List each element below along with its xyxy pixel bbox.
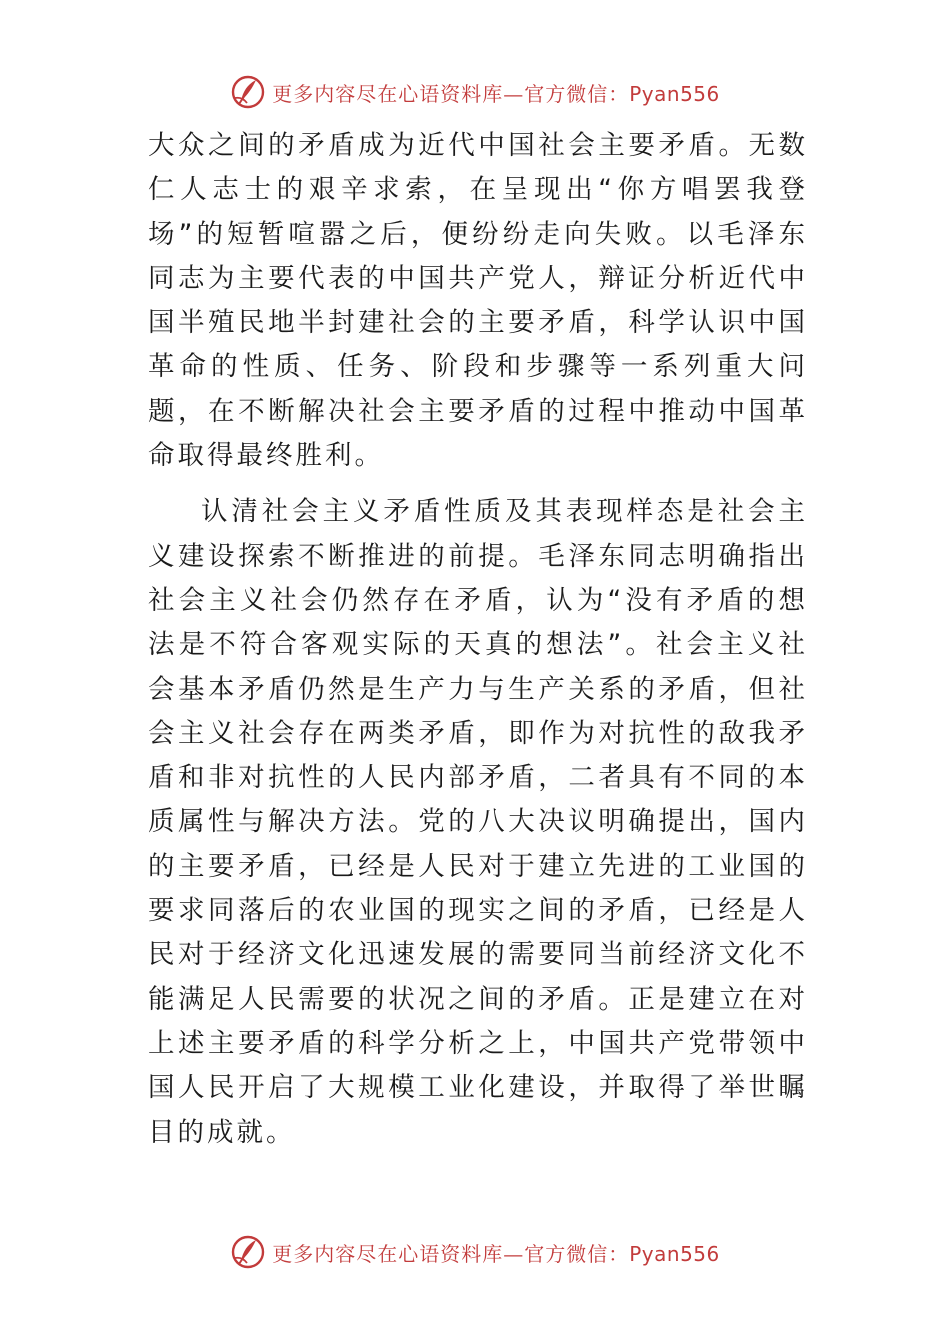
header-banner <box>0 72 950 112</box>
feather-quill-logo-icon <box>230 74 266 110</box>
header-banner-text <box>272 78 720 107</box>
footer-banner <box>0 1232 950 1272</box>
paragraph-2: 认清社会主义矛盾性质及其表现样态是社会主义建设探索不断推进的前提。毛泽东同志明确指出社会主义社会仍然存在矛盾，认为“没有矛盾的想法是不符合客观实际的天真的想法”。社会主义社会基本矛盾仍然是生产力与生产关系的矛盾，但社会主义社会存在两类矛盾，即作为对抗性的敌我矛盾和非对抗性的人民内部矛盾，二者具有不同的本质属性与解决方法。党的八大决议明确提出，国内的主要矛盾，已经是人民对于建立先进的工业国的要求同落后的农业国的现实之间的矛盾，已经是人民对于经济文化迅速发展的需要同当前经济文化不能满足人民需要的状况之间的矛盾。正是建立在对上述主要矛盾的科学分析之上，中国共产党带领中国人民开启了大规模工业化建设，并取得了举世瞩目的成就。 <box>148 496 808 1148</box>
footer-banner-text <box>272 1238 720 1267</box>
feather-quill-logo-icon <box>230 1234 266 1270</box>
header-banner-label: 更多内容尽在心语资料库—官方微信： <box>272 81 630 106</box>
article-body <box>148 124 808 1155</box>
footer-banner-label: 更多内容尽在心语资料库—官方微信： <box>272 1241 630 1266</box>
header-wechat-id: Pyan556 <box>629 81 720 106</box>
paragraph-1: 大众之间的矛盾成为近代中国社会主要矛盾。无数仁人志士的艰辛求索，在呈现出“你方唱罢我登场”的短暂喧嚣之后，便纷纷走向失败。以毛泽东同志为主要代表的中国共产党人，辩证分析近代中国半殖民地半封建社会的主要矛盾，科学认识中国革命的性质、任务、阶段和步骤等一系列重大问题，在不断解决社会主要矛盾的过程中推动中国革命取得最终胜利。 <box>148 130 808 472</box>
footer-wechat-id: Pyan556 <box>629 1241 720 1266</box>
